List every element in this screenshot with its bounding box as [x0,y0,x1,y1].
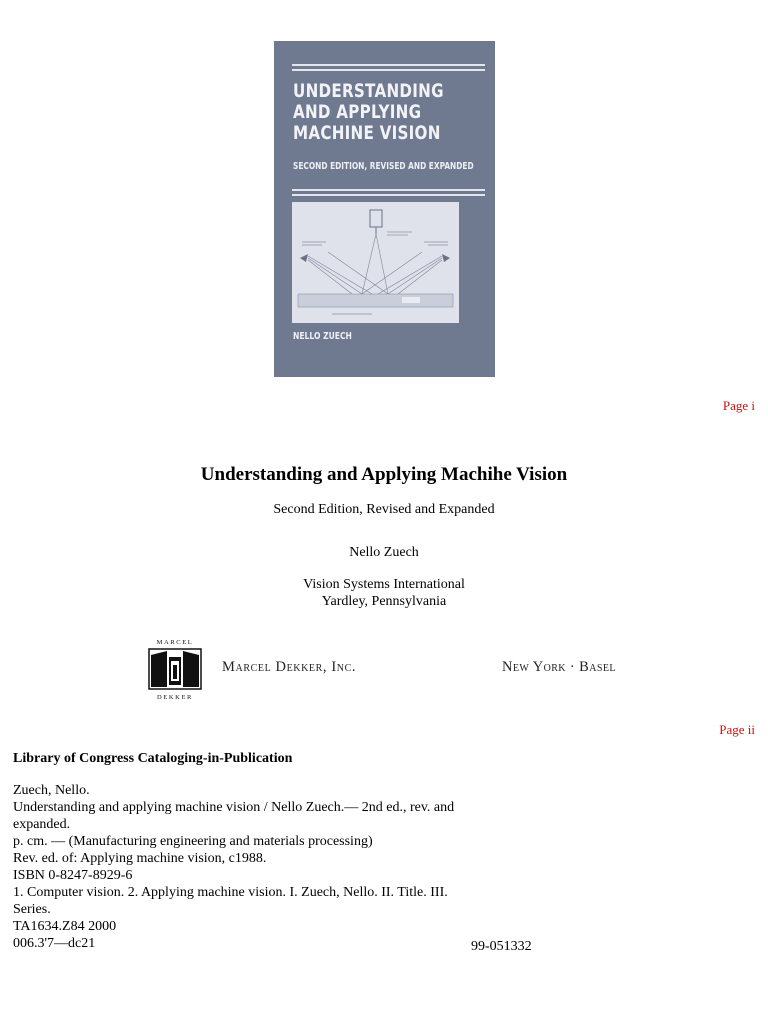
author-location: Yardley, Pennsylvania [321,594,447,609]
publisher-cities: New York · Basel [502,659,616,675]
publisher-name: Marcel Dekker, Inc. [222,659,357,675]
cip-record [13,782,513,952]
cip-heading: Library of Congress Cataloging-in-Publication [13,751,293,766]
svg-text:MARCEL: MARCEL [156,639,194,646]
book-title: Understanding and Applying Machihe Vision [200,464,568,485]
cover-title-line: AND APPLYING [293,102,422,123]
cip-line: 1. Computer vision. 2. Applying machine vision. I. Zuech, Nello. II. Title. III. [13,885,448,900]
cover-subtitle: SECOND EDITION, REVISED AND EXPANDED [293,161,474,172]
page-marker-i: Page i [722,398,755,413]
svg-text:DEKKER: DEKKER [157,694,193,701]
book-edition: Second Edition, Revised and Expanded [273,502,495,517]
book-cover [274,41,495,377]
cover-title-line: UNDERSTANDING [293,81,444,102]
cover-rule-middle-2 [292,194,485,196]
cover-rule-top-2 [292,69,485,71]
cover-rule-top [292,64,485,66]
cip-line: Zuech, Nello. [13,783,90,798]
cip-line: 006.3'7—dc21 [13,936,96,951]
cover-author: NELLO ZUECH [293,331,352,342]
cip-line: expanded. [13,817,71,832]
cip-line: Rev. ed. of: Applying machine vision, c1988. [13,851,267,866]
cover-title [293,81,453,144]
book-author: Nello Zuech [349,545,419,560]
cover-optics-diagram [292,202,459,323]
publisher-logo [143,637,207,701]
cip-line: p. cm. — (Manufacturing engineering and materials processing) [13,834,373,849]
cover-title-line: MACHINE VISION [293,123,441,144]
cip-line: Understanding and applying machine vision / Nello Zuech.— 2nd ed., rev. and [13,800,455,815]
author-affiliation: Vision Systems International [303,577,465,592]
cip-line: ISBN 0-8247-8929-6 [13,868,133,883]
cip-line: TA1634.Z84 2000 [13,919,117,934]
cip-line: Series. [13,902,51,917]
cover-rule-middle [292,189,485,191]
cip-control-number: 99-051332 [471,939,532,954]
page-marker-ii: Page ii [719,722,755,737]
